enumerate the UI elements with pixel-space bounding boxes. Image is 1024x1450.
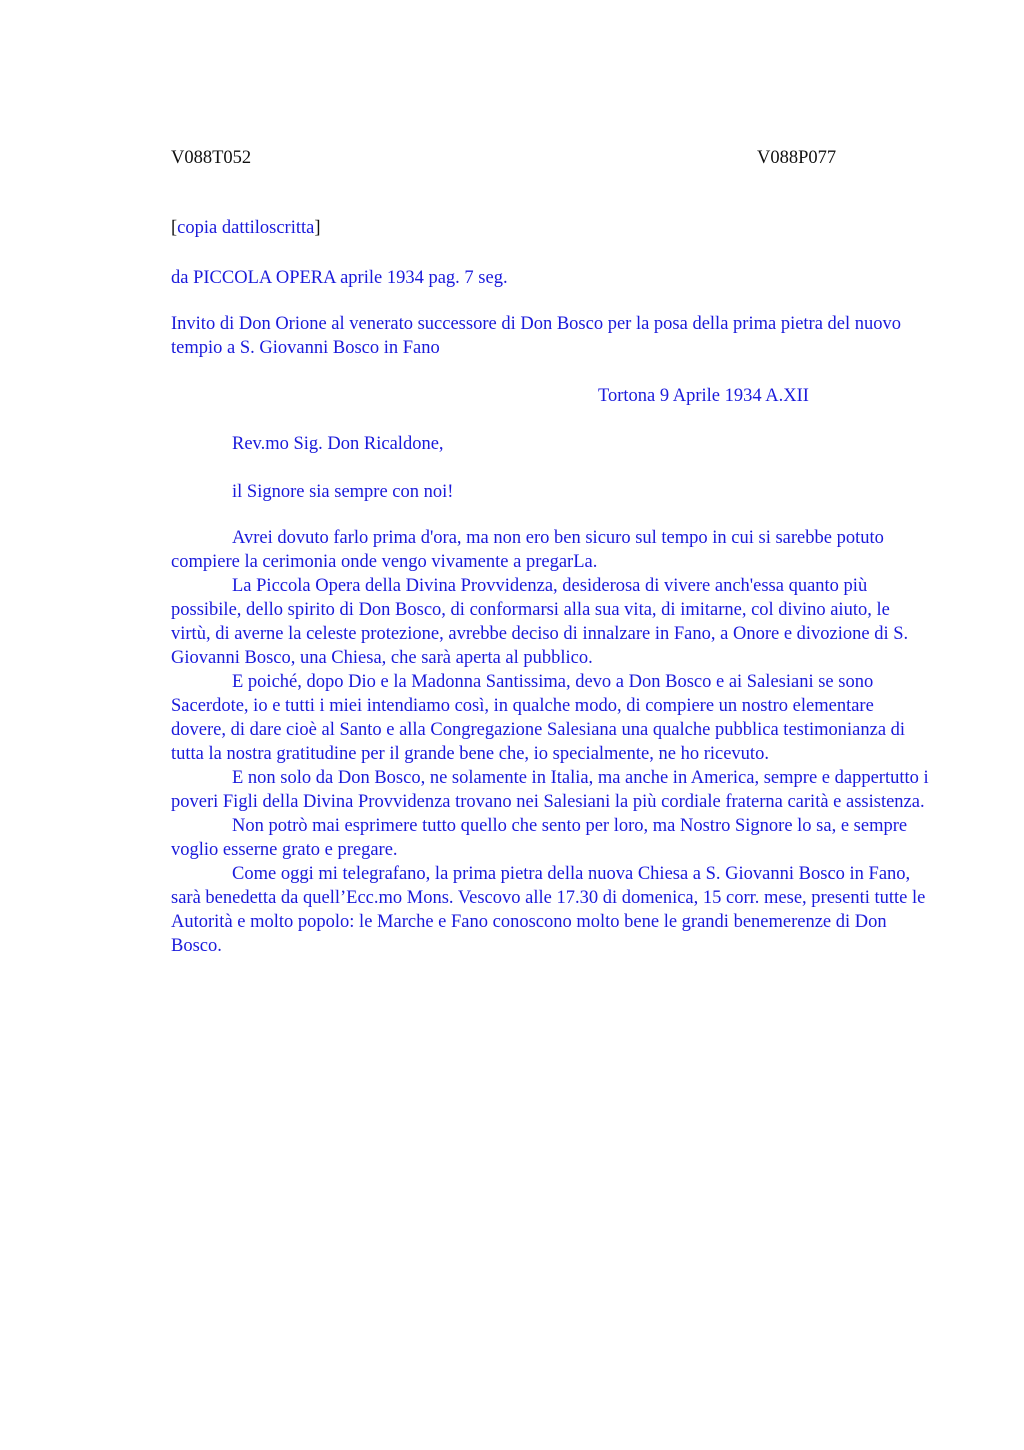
body-paragraph: La Piccola Opera della Divina Provvidenza, desiderosa di vivere anch'essa quanto più possibile, dello spirito di Don Bosco, di conformarsi alla sua vita, di imitarne, col divino aiuto, le virtù, di averne la celeste protezione, avrebbe deciso di innalzare in Fano, a Onore e divozione di S. Giovanni Bosco, una Chiesa, che sarà aperta al pubblico. xyxy=(171,576,909,668)
body-paragraph: Come oggi mi telegrafano, la prima pietra della nuova Chiesa a S. Giovanni Bosco in Fano, sarà benedetta da quell’Ecc.mo Mons. Vescovo alle 17.30 di domenica, 15 corr. mese, presenti tutte le Autorità e molto popolo: le Marche e Fano conoscono molto bene le grandi benemerenze di Don Bosco. xyxy=(171,864,926,956)
document-code-right: V088P077 xyxy=(757,148,837,168)
body-paragraph: E non solo da Don Bosco, ne solamente in Italia, ma anche in America, sempre e dappertutto i poveri Figli della Divina Provvidenza trovano nei Salesiani la più cordiale fraterna carità e assistenza. xyxy=(171,768,929,812)
dateline: Tortona 9 Aprile 1934 A.XII xyxy=(598,386,809,406)
copy-note-close-bracket: ] xyxy=(314,218,321,238)
document-code-left: V088T052 xyxy=(171,148,252,168)
source-reference: da PICCOLA OPERA aprile 1934 pag. 7 seg. xyxy=(171,268,508,288)
copy-note xyxy=(171,216,931,240)
body-paragraph: E poiché, dopo Dio e la Madonna Santissima, devo a Don Bosco e ai Salesiani se sono Sacerdote, io e tutti i miei intendiamo così, in qualche modo, di compiere un nostro elementare dovere, di dare cioè al Santo e alla Congregazione Salesiana una qualche pubblica testimonianza di tutta la nostra gratitudine per il grande bene che, io specialmente, ne ho ricevuto. xyxy=(171,672,906,764)
greeting: il Signore sia sempre con noi! xyxy=(232,482,454,502)
salutation: Rev.mo Sig. Don Ricaldone, xyxy=(232,434,444,454)
copy-note-open-bracket: [ xyxy=(171,218,178,238)
letter-intro: Invito di Don Orione al venerato successore di Don Bosco per la posa della prima pietra del nuovo tempio a S. Giovanni Bosco in Fano xyxy=(171,314,902,358)
copy-note-text: copia dattiloscritta xyxy=(177,218,315,238)
body-paragraph: Avrei dovuto farlo prima d'ora, ma non ero ben sicuro sul tempo in cui si sarebbe potuto compiere la cerimonia onde vengo vivamente a pregarLa. xyxy=(171,528,884,572)
letter-body xyxy=(171,526,931,958)
body-paragraph: Non potrò mai esprimere tutto quello che sento per loro, ma Nostro Signore lo sa, e sempre voglio esserne grato e pregare. xyxy=(171,816,908,860)
